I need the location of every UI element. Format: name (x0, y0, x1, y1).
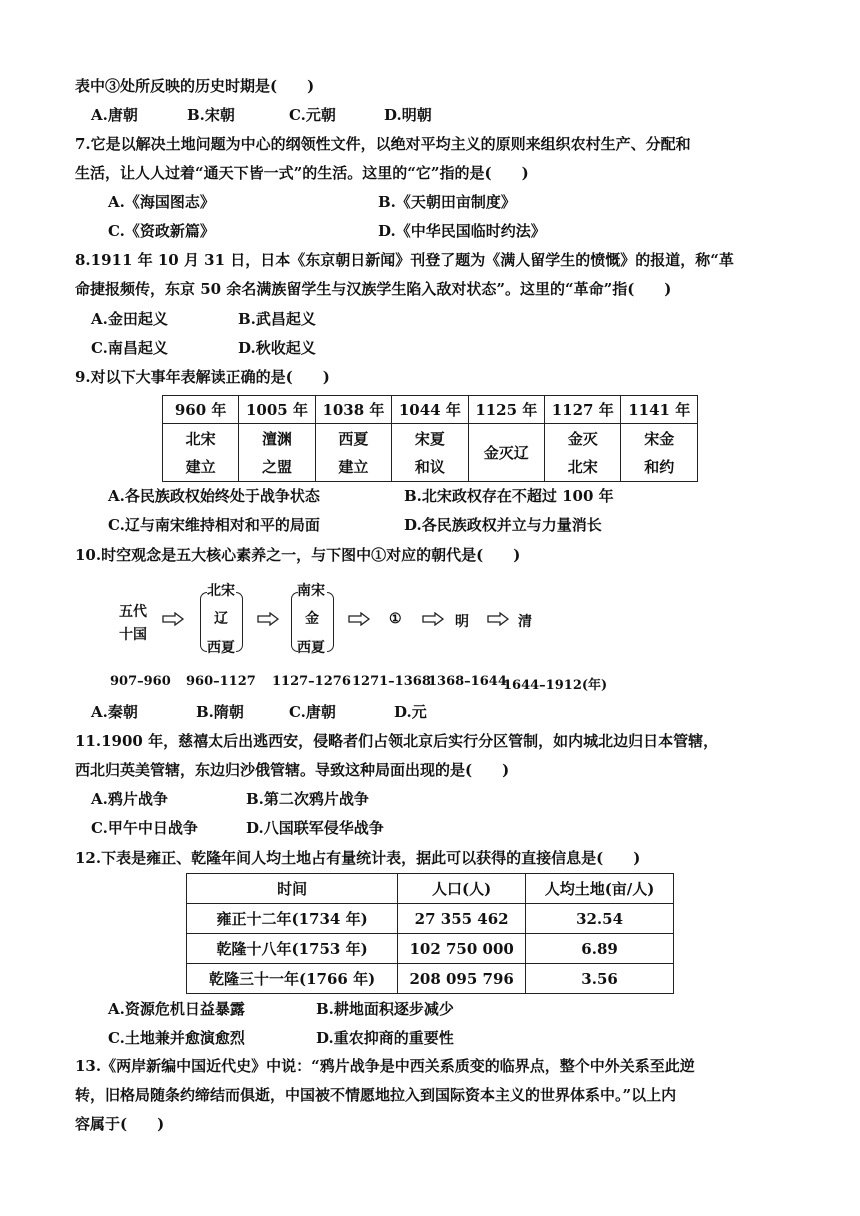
arrow-right-icon (348, 612, 370, 626)
q9-option-a[interactable]: A.各民族政权始终处于战争状态 (108, 487, 320, 505)
arrow-right-icon (257, 612, 279, 626)
question-10-stem: 10.时空观念是五大核心素养之一，与下图中①对应的朝代是( ) (75, 546, 521, 564)
timeline-liao: 辽 (214, 611, 228, 627)
table-cell: 乾隆十八年(1753 年) (187, 934, 398, 964)
table-cell: 雍正十二年(1734 年) (187, 904, 398, 934)
event-line: 之盟 (261, 457, 292, 476)
timeline-xixia: 西夏 (207, 640, 235, 656)
question-8-stem-line1: 8.1911 年 10 月 31 日，日本《东京朝日新闻》刊登了题为《满人留学生的愤慨》的报道，称“革 (75, 251, 734, 269)
timeline-xixia-2: 西夏 (297, 640, 325, 656)
q6-option-b[interactable]: B.宋朝 (187, 106, 235, 124)
year-cell: 1005 年 (239, 396, 315, 424)
bracket-right (236, 592, 243, 652)
event-line: 金灭辽 (483, 444, 529, 462)
period-3: 1127–1276 (272, 674, 351, 689)
q12-option-c[interactable]: C.土地兼并愈演愈烈 (108, 1029, 245, 1047)
event-line: 西夏 (338, 429, 369, 448)
q10-option-c[interactable]: C.唐朝 (289, 703, 336, 721)
question-8-stem-line2: 命捷报频传，东京 50 余名满族留学生与汉族学生陷入敌对状态”。这里的“革命”指( ) (75, 280, 672, 298)
question-13-stem-line3: 容属于( ) (75, 1115, 165, 1133)
q6-option-d[interactable]: D.明朝 (384, 106, 432, 124)
arrow-right-icon (422, 612, 444, 626)
event-line: 和议 (414, 457, 445, 476)
q11-option-b[interactable]: B.第二次鸦片战争 (246, 790, 369, 808)
table-row (187, 934, 674, 964)
period-6: 1644–1912(年) (503, 678, 608, 693)
period-5: 1368–1644 (428, 674, 507, 689)
q12-option-b[interactable]: B.耕地面积逐步减少 (316, 1000, 454, 1018)
table-cell: 3.56 (526, 964, 674, 994)
question-11-stem-line1: 11.1900 年，慈禧太后出逃西安，侵略者们占领北京后实行分区管制，如内城北边归日本管辖， (75, 732, 719, 750)
q8-option-d[interactable]: D.秋收起义 (238, 339, 316, 357)
table-cell: 32.54 (526, 904, 674, 934)
timeline-ming: 明 (455, 614, 469, 630)
event-cell (163, 424, 239, 482)
table-cell: 27 355 462 (398, 904, 526, 934)
bracket-left (200, 592, 207, 652)
q7-option-a[interactable]: A.《海国图志》 (108, 193, 215, 211)
q10-option-b[interactable]: B.隋朝 (196, 703, 244, 721)
table-cell: 6.89 (526, 934, 674, 964)
question-13-stem-line2: 转，旧格局随条约缔结而俱逝，中国被不情愿地拉入到国际资本主义的世界体系中。”以上内 (75, 1086, 677, 1104)
table-header: 时间 (187, 874, 398, 904)
event-line: 和约 (644, 457, 675, 476)
period-2: 960–1127 (186, 674, 256, 689)
arrow-right-icon (162, 612, 184, 626)
q8-option-c[interactable]: C.南昌起义 (91, 339, 168, 357)
q9-chronology-table (162, 395, 698, 482)
table-cell: 208 095 796 (398, 964, 526, 994)
event-line: 澶渊 (261, 429, 292, 448)
year-cell: 1125 年 (468, 396, 544, 424)
question-12-stem: 12.下表是雍正、乾隆年间人均土地占有量统计表，据此可以获得的直接信息是( ) (75, 849, 641, 867)
q11-option-a[interactable]: A.鸦片战争 (91, 790, 168, 808)
q11-option-d[interactable]: D.八国联军侵华战争 (246, 819, 384, 837)
question-11-stem-line2: 西北归英美管辖，东边归沙俄管辖。导致这种局面出现的是( ) (75, 761, 510, 779)
arrow-right-icon (487, 612, 509, 626)
table-row (187, 964, 674, 994)
q11-option-c[interactable]: C.甲午中日战争 (91, 819, 198, 837)
q9-option-c[interactable]: C.辽与南宋维持相对和平的局面 (108, 516, 320, 534)
table-header: 人口(人) (398, 874, 526, 904)
event-cell (545, 424, 621, 482)
event-line: 金灭 (567, 429, 598, 448)
q7-option-d[interactable]: D.《中华民国临时约法》 (378, 222, 546, 240)
bracket-right (327, 592, 334, 652)
event-cell (468, 424, 544, 482)
timeline-wudai: 五代 (119, 604, 147, 620)
timeline-beisong: 北宋 (207, 583, 235, 599)
timeline-nansong: 南宋 (297, 583, 325, 599)
table-cell: 乾隆三十一年(1766 年) (187, 964, 398, 994)
question-7-stem-line2: 生活，让人人过着“通天下皆一式”的生活。这里的“它”指的是( ) (75, 164, 529, 182)
q9-option-b[interactable]: B.北宋政权存在不超过 100 年 (404, 487, 614, 505)
timeline-jin: 金 (305, 611, 319, 627)
year-cell: 1127 年 (545, 396, 621, 424)
question-9-stem: 9.对以下大事年表解读正确的是( ) (75, 368, 330, 386)
q12-option-a[interactable]: A.资源危机日益暴露 (108, 1000, 245, 1018)
question-7-stem-line1: 7.它是以解决土地问题为中心的纲领性文件，以绝对平均主义的原则来组织农村生产、分配和 (75, 135, 691, 153)
timeline-marker-1: ① (389, 611, 402, 627)
q6-option-a[interactable]: A.唐朝 (91, 106, 138, 124)
question-6-stem: 表中③处所反映的历史时期是( ) (75, 77, 315, 95)
table-cell: 102 750 000 (398, 934, 526, 964)
table-header: 人均土地(亩/人) (526, 874, 674, 904)
event-cell (239, 424, 315, 482)
year-cell: 1044 年 (392, 396, 468, 424)
q7-option-c[interactable]: C.《资政新篇》 (108, 222, 215, 240)
event-line: 宋夏 (414, 429, 445, 448)
year-cell: 1141 年 (621, 396, 698, 424)
q12-option-d[interactable]: D.重农抑商的重要性 (316, 1029, 454, 1047)
event-cell (392, 424, 468, 482)
q9-option-d[interactable]: D.各民族政权并立与力量消长 (404, 516, 602, 534)
event-line: 建立 (185, 457, 216, 476)
event-cell (315, 424, 391, 482)
year-cell: 1038 年 (315, 396, 391, 424)
timeline-shiguo: 十国 (119, 627, 147, 643)
q10-option-d[interactable]: D.元 (394, 703, 427, 721)
period-4: 1271–1368 (352, 674, 431, 689)
event-cell (621, 424, 698, 482)
q12-land-table (186, 873, 674, 994)
event-line: 北宋 (185, 429, 216, 448)
year-cell: 960 年 (163, 396, 239, 424)
period-1: 907–960 (110, 674, 171, 689)
table-row (187, 904, 674, 934)
q6-option-c[interactable]: C.元朝 (289, 106, 336, 124)
event-line: 宋金 (644, 429, 675, 448)
q7-option-b[interactable]: B.《天朝田亩制度》 (378, 193, 516, 211)
q8-option-a[interactable]: A.金田起义 (91, 310, 168, 328)
question-13-stem-line1: 13.《两岸新编中国近代史》中说：“鸦片战争是中西关系质变的临界点，整个中外关系至此逆 (75, 1057, 695, 1075)
event-line: 北宋 (567, 457, 598, 476)
event-line: 建立 (338, 457, 369, 476)
timeline-qing: 清 (518, 614, 532, 630)
q10-option-a[interactable]: A.秦朝 (91, 703, 138, 721)
q8-option-b[interactable]: B.武昌起义 (238, 310, 316, 328)
